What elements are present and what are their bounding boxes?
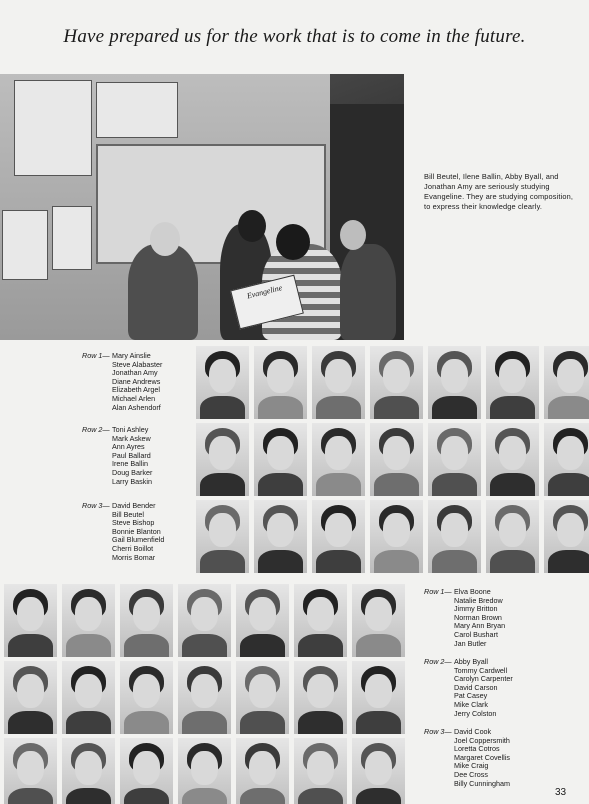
portrait-clothing [374,396,419,419]
portrait-clothing [316,550,361,573]
student-portrait [544,346,589,419]
student-portrait [428,423,481,496]
portrait-clothing [258,473,303,496]
portrait-face [191,674,218,708]
student-portrait [294,661,347,734]
row-label: Row 3— [82,501,110,510]
portrait-clothing [124,711,169,734]
student-name: Morris Bomar [112,552,156,562]
student-portrait [428,346,481,419]
row-label: Row 1— [82,351,110,360]
portrait-face [307,597,334,631]
portrait-face [557,359,584,393]
portrait-clothing [8,711,53,734]
portrait-face [441,359,468,393]
portrait-face [307,751,334,785]
portrait-clothing [200,473,245,496]
student-head [150,222,180,256]
portrait-face [383,436,410,470]
wall-poster [96,82,178,138]
student-name: Alan Ashendorf [112,402,161,412]
portrait-face [383,513,410,547]
student-head [238,210,266,242]
student-name: Norman Brown [454,612,502,622]
student-portrait [428,500,481,573]
student-name: Gail Blumenfield [112,535,165,545]
student-name: Jonathan Amy [112,368,158,378]
student-portrait [370,346,423,419]
portrait-face [17,597,44,631]
portrait-clothing [258,396,303,419]
portrait-clothing [548,396,589,419]
student-name: Steve Alabaster [112,359,163,369]
portrait-face [325,436,352,470]
student-name: Elizabeth Argel [112,385,160,395]
student-name: Mark Askew [112,433,151,443]
student-name: Carolyn Carpenter [454,674,513,684]
student-name: David Cook [454,727,492,736]
portrait-clothing [200,396,245,419]
student-name: Diane Andrews [112,376,161,386]
photo-caption: Bill Beutel, Ilene Ballin, Abby Byall, and Jonathan Amy are seriously studying Evangeline. They are studying composition, to express their knowledge clearly. [424,172,574,211]
portrait-clothing [548,550,589,573]
portrait-face [441,436,468,470]
portrait-face [133,674,160,708]
row-label: Row 1— [424,587,452,596]
student-portrait [196,346,249,419]
student-portrait [120,738,173,804]
portrait-clothing [356,634,401,657]
portrait-face [249,597,276,631]
student-name: Margaret Covellis [454,752,510,762]
portrait-face [557,513,584,547]
portrait-clothing [432,396,477,419]
student-portrait [196,500,249,573]
student-name: Mary Ann Bryan [454,621,506,631]
student-portrait [370,500,423,573]
student-name: Paul Ballard [112,450,151,460]
student-portrait [544,423,589,496]
student-portrait [196,423,249,496]
student-portrait [370,423,423,496]
portrait-face [307,674,334,708]
student-name: Jan Butler [454,638,487,648]
student-portrait [254,423,307,496]
student-name: Doug Barker [112,467,153,477]
portrait-face [75,751,102,785]
portrait-face [75,674,102,708]
student-name: Steve Bishop [112,518,155,528]
student-portrait [120,661,173,734]
student-portrait [120,584,173,657]
book-display [2,210,48,280]
lower-row-3-names [424,728,510,788]
portrait-clothing [298,634,343,657]
student-portrait [544,500,589,573]
portrait-clothing [298,788,343,804]
portrait-face [499,513,526,547]
portrait-face [249,674,276,708]
student-portrait [312,346,365,419]
student-portrait [352,661,405,734]
student-name: Bill Beutel [112,509,144,519]
portrait-clothing [548,473,589,496]
portrait-face [191,597,218,631]
portrait-face [441,513,468,547]
student-portrait [4,661,57,734]
student-name: Michael Arlen [112,393,156,403]
evangeline-book: Evangeline [230,275,304,330]
student-name: Loretta Cotros [454,744,500,754]
portrait-clothing [8,634,53,657]
portrait-clothing [182,788,227,804]
portrait-clothing [66,711,111,734]
student-portrait [62,738,115,804]
student-figure [128,244,198,340]
student-portrait [352,584,405,657]
portrait-clothing [182,711,227,734]
student-name: Toni Ashley [112,425,149,434]
student-head [276,224,310,260]
portrait-face [133,751,160,785]
upper-row-1-names [82,352,162,412]
portrait-face [209,359,236,393]
portrait-face [133,597,160,631]
portrait-face [383,359,410,393]
student-portrait [236,584,289,657]
portrait-clothing [432,473,477,496]
student-portrait [294,584,347,657]
row-label: Row 2— [82,425,110,434]
student-portrait [254,346,307,419]
student-portrait [312,500,365,573]
student-portrait [486,500,539,573]
student-name: Larry Baskin [112,476,152,486]
student-name: Dee Cross [454,769,488,779]
portrait-clothing [66,634,111,657]
upper-row-2-names [82,426,152,486]
upper-row-3-names [82,502,164,562]
student-name: Elva Boone [454,587,491,596]
page-number: 33 [555,787,567,798]
student-portrait [178,661,231,734]
student-portrait [62,584,115,657]
student-portrait [236,738,289,804]
student-name: David Bender [112,501,156,510]
portrait-clothing [490,473,535,496]
student-portrait [4,584,57,657]
student-name: Natalie Bredow [454,595,503,605]
portrait-face [499,359,526,393]
student-portrait [236,661,289,734]
hand-poster [14,80,92,176]
portrait-clothing [432,550,477,573]
student-figure [340,244,396,340]
student-name: Mike Craig [454,761,489,771]
book-display [52,206,92,270]
portrait-face [325,513,352,547]
student-portrait [486,423,539,496]
row-label: Row 3— [424,727,452,736]
portrait-clothing [374,473,419,496]
portrait-face [17,674,44,708]
student-name: Bonnie Blanton [112,526,161,536]
portrait-face [557,436,584,470]
student-name: Jimmy Britton [454,604,498,614]
portrait-clothing [240,788,285,804]
portrait-clothing [124,634,169,657]
student-name: Ann Ayres [112,442,145,452]
student-name: Billy Cunningham [454,778,510,788]
portrait-clothing [66,788,111,804]
student-portrait [178,584,231,657]
student-name: Joel Coppersmith [454,735,510,745]
portrait-face [365,674,392,708]
portrait-clothing [490,396,535,419]
student-name: Tommy Cardwell [454,665,508,675]
student-head [340,220,366,250]
student-name: Carol Bushart [454,629,498,639]
portrait-clothing [316,396,361,419]
portrait-face [325,359,352,393]
portrait-clothing [258,550,303,573]
portrait-face [365,751,392,785]
portrait-face [365,597,392,631]
student-name: Abby Byall [454,657,488,666]
student-portrait [4,738,57,804]
student-portrait [178,738,231,804]
portrait-face [191,751,218,785]
student-portrait [62,661,115,734]
portrait-clothing [356,788,401,804]
student-portrait [486,346,539,419]
portrait-face [209,513,236,547]
student-name: Jerry Colston [454,708,497,718]
portrait-face [267,513,294,547]
portrait-clothing [374,550,419,573]
student-name: Mary Ainslie [112,351,151,360]
lower-row-1-names [424,588,505,648]
student-name: Pat Casey [454,691,488,701]
student-name: Irene Ballin [112,459,148,469]
portrait-face [209,436,236,470]
portrait-clothing [8,788,53,804]
student-portrait [254,500,307,573]
portrait-face [17,751,44,785]
portrait-face [267,359,294,393]
student-portrait [294,738,347,804]
portrait-clothing [356,711,401,734]
portrait-clothing [200,550,245,573]
portrait-face [267,436,294,470]
portrait-clothing [240,711,285,734]
row-label: Row 2— [424,657,452,666]
classroom-photo [0,74,404,340]
portrait-clothing [316,473,361,496]
lower-row-2-names [424,658,513,718]
student-name: Cherri Boillot [112,543,154,553]
student-name: Mike Clark [454,699,488,709]
portrait-face [249,751,276,785]
student-portrait [312,423,365,496]
portrait-clothing [298,711,343,734]
portrait-face [499,436,526,470]
student-name: David Carson [454,682,498,692]
student-portrait [352,738,405,804]
portrait-face [75,597,102,631]
portrait-clothing [182,634,227,657]
portrait-clothing [240,634,285,657]
page-headline: Have prepared us for the work that is to come in the future. [63,26,526,47]
portrait-clothing [124,788,169,804]
portrait-clothing [490,550,535,573]
